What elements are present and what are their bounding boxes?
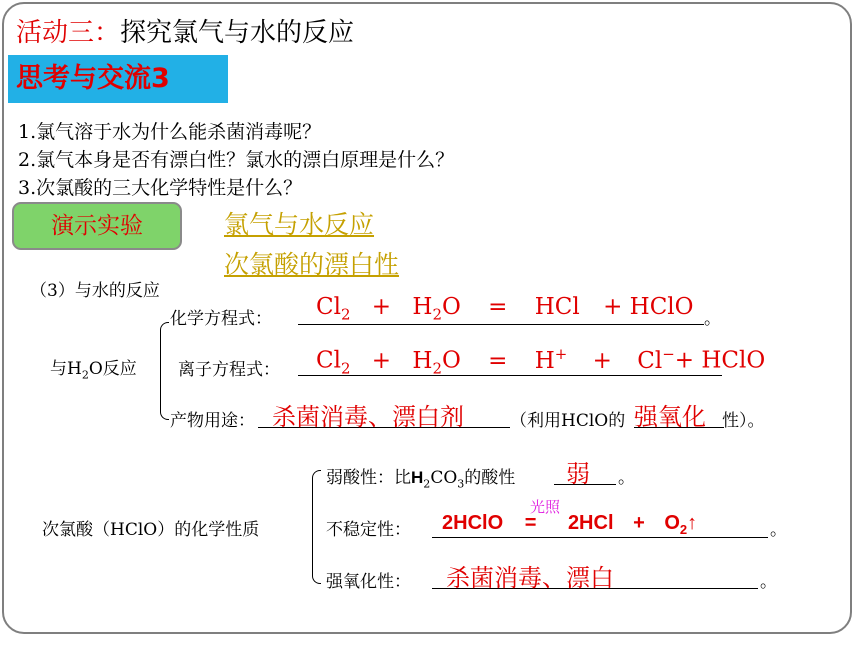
use-label: 产物用途： — [170, 411, 255, 431]
section-heading: （3）与水的反应 — [30, 281, 160, 301]
weak-acid-answer: 弱 — [566, 460, 590, 488]
chem-eq-answer: $Cl_2 + H_2O$ = HCl + HClO — [316, 294, 694, 324]
unstable-period: 。 — [770, 520, 787, 540]
question-2: 2.氯气本身是否有漂白性？氯水的漂白原理是什么？ — [18, 149, 455, 171]
unstable-label: 不稳定性： — [326, 520, 411, 540]
oxidizing-answer: 杀菌消毒、漂白 — [446, 564, 614, 592]
link-hclo-bleaching[interactable]: 次氯酸的漂白性 — [224, 250, 400, 279]
unstable-blank — [432, 537, 768, 538]
weak-acid-label: 弱酸性：比$H_2CO_3$的酸性 — [326, 468, 516, 491]
link-chlorine-water[interactable]: 氯气与水反应 — [224, 210, 375, 239]
oxidizing-label: 强氧化性： — [326, 572, 411, 592]
slide-title — [16, 12, 354, 49]
use-tail-b: 性）。 — [722, 411, 765, 431]
light-condition: 光照 — [530, 498, 561, 516]
demo-experiment-button[interactable]: 演示实验 — [12, 202, 182, 250]
use-answer: 杀菌消毒、漂白剂 — [272, 403, 464, 431]
question-1: 1.氯气溶于水为什么能杀菌消毒呢？ — [18, 121, 322, 143]
hclo-brace — [312, 470, 321, 584]
chem-eq-period: 。 — [704, 309, 721, 329]
chem-eq-label: 化学方程式： — [170, 309, 272, 329]
ion-eq-answer: $Cl_2 + H_2O = H^+ + Cl^-+$ HClO — [316, 345, 766, 378]
hclo-group-label: 次氯酸（HClO）的化学性质 — [42, 520, 260, 540]
water-brace — [160, 322, 169, 420]
water-group-label: 与$H_2O$反应 — [50, 359, 137, 382]
use-tail-a: （利用HClO的 — [510, 411, 626, 431]
title-text: 探究氯气与水的反应 — [120, 18, 355, 48]
ion-eq-label: 离子方程式： — [178, 360, 280, 380]
use-answer-2: 强氧化 — [634, 403, 706, 431]
question-3: 3.次氯酸的三大化学特性是什么？ — [18, 177, 303, 199]
oxidizing-period: 。 — [760, 572, 777, 592]
use-blank-2 — [634, 427, 724, 428]
discussion-banner: 思考与交流3 — [8, 55, 228, 103]
weak-acid-period: 。 — [618, 468, 635, 488]
unstable-eq-answer: 2HClO = $2HCl + O_2↑$ — [442, 512, 698, 537]
chem-eq-blank — [298, 324, 704, 325]
activity-label: 活动三： — [16, 18, 121, 48]
